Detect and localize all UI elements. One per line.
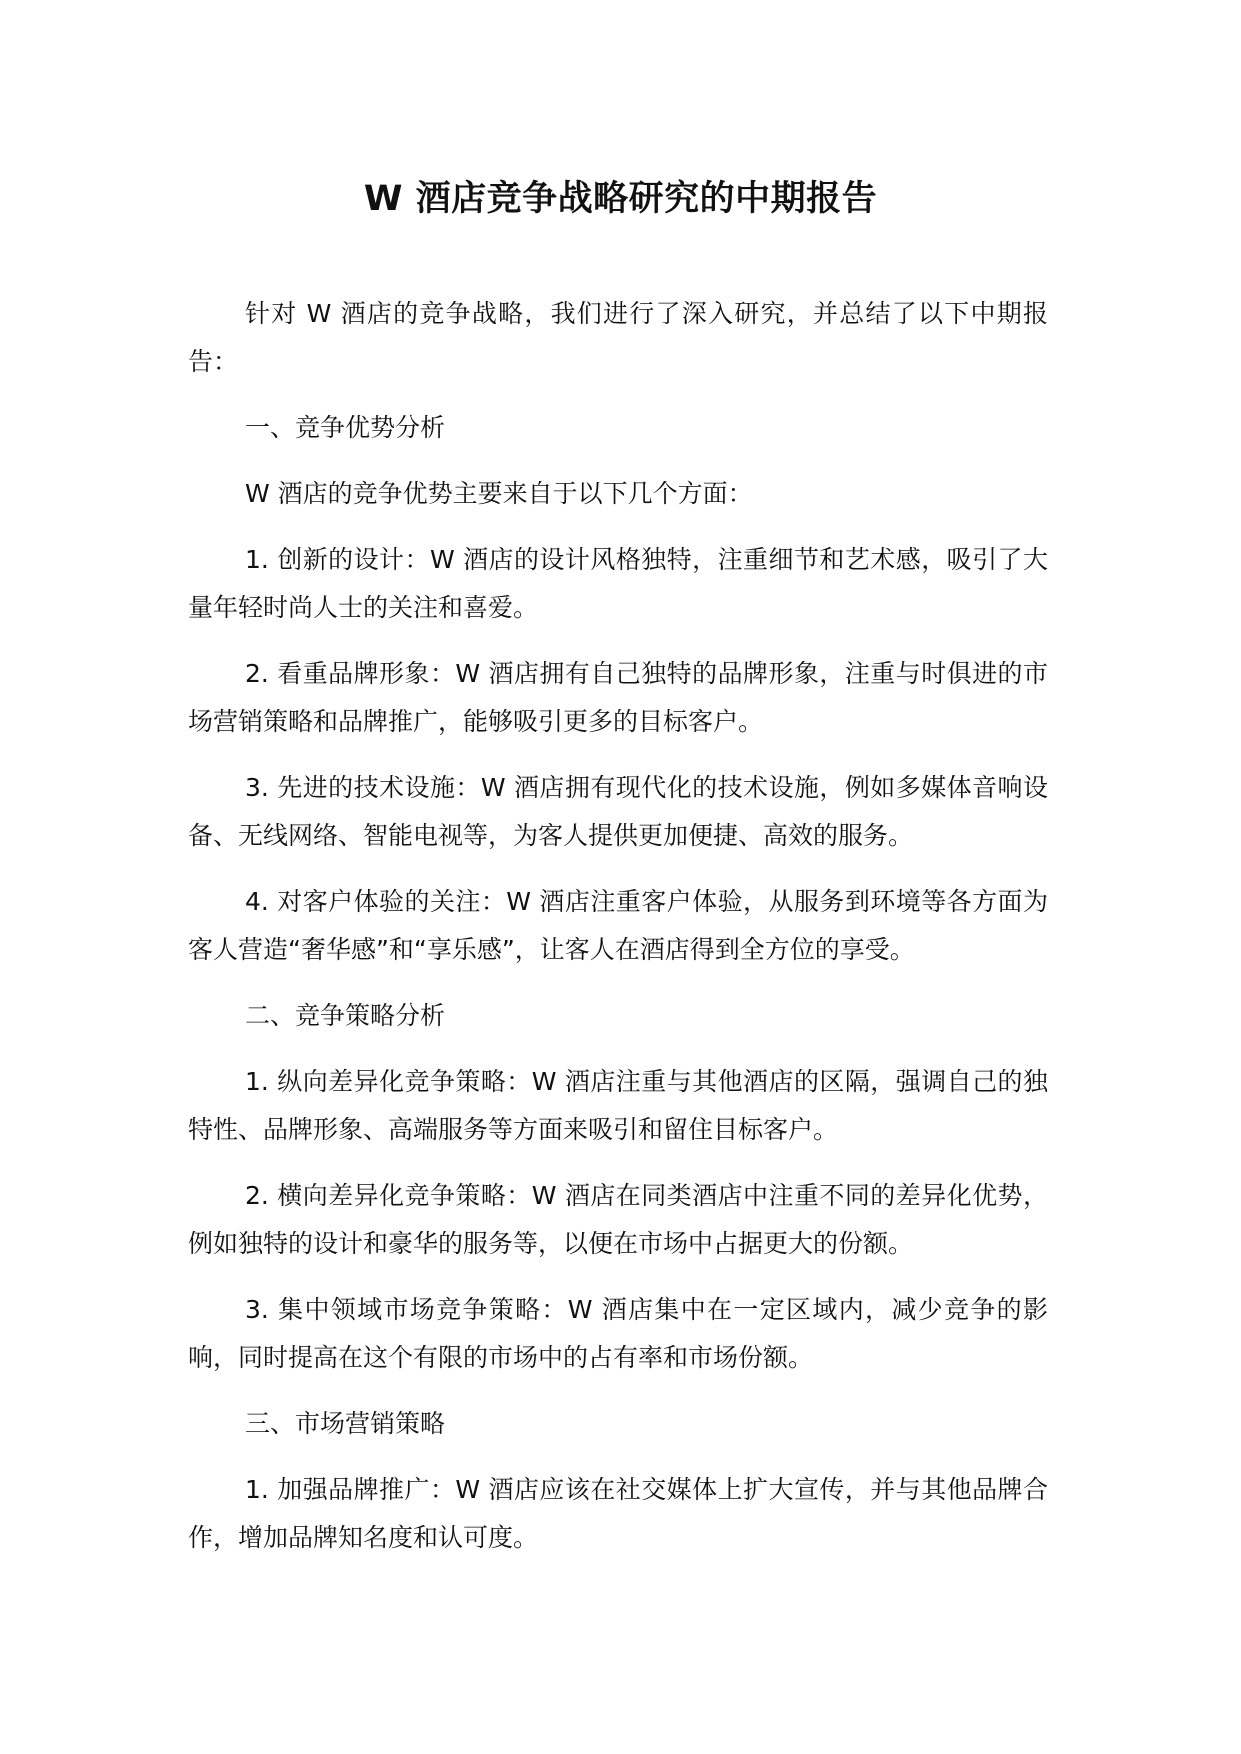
paragraph: 3. 集中领域市场竞争策略：W 酒店集中在一定区域内，减少竞争的影响，同时提高在这个有限的市场中的占有率和市场份额。: [188, 1295, 1048, 1372]
paragraph: 1. 纵向差异化竞争策略：W 酒店注重与其他酒店的区隔，强调自己的独特性、品牌形象、高端服务等方面来吸引和留住目标客户。: [188, 1067, 1048, 1144]
section-heading: 一、竞争优势分析: [245, 413, 446, 442]
section-heading: 三、市场营销策略: [245, 1409, 446, 1438]
section-heading: 二、竞争策略分析: [245, 1001, 446, 1030]
paragraph: 2. 看重品牌形象：W 酒店拥有自己独特的品牌形象，注重与时俱进的市场营销策略和品牌推广，能够吸引更多的目标客户。: [188, 659, 1048, 736]
paragraph: 2. 横向差异化竞争策略：W 酒店在同类酒店中注重不同的差异化优势，例如独特的设计和豪华的服务等，以便在市场中占据更大的份额。: [188, 1181, 1048, 1258]
document-title: W 酒店竞争战略研究的中期报告: [363, 179, 878, 219]
paragraph: 1. 创新的设计：W 酒店的设计风格独特，注重细节和艺术感，吸引了大量年轻时尚人士的关注和喜爱。: [188, 545, 1048, 622]
paragraph: 1. 加强品牌推广：W 酒店应该在社交媒体上扩大宣传，并与其他品牌合作，增加品牌知名度和认可度。: [188, 1475, 1048, 1552]
paragraph: 4. 对客户体验的关注：W 酒店注重客户体验，从服务到环境等各方面为客人营造“奢华感”和“享乐感”，让客人在酒店得到全方位的享受。: [188, 887, 1048, 964]
paragraph: W 酒店的竞争优势主要来自于以下几个方面：: [245, 479, 753, 508]
document-body: [188, 290, 1048, 1580]
intro-paragraph: 针对 W 酒店的竞争战略，我们进行了深入研究，并总结了以下中期报告：: [188, 299, 1048, 376]
paragraph: 3. 先进的技术设施：W 酒店拥有现代化的技术设施，例如多媒体音响设备、无线网络、智能电视等，为客人提供更加便捷、高效的服务。: [188, 773, 1048, 850]
